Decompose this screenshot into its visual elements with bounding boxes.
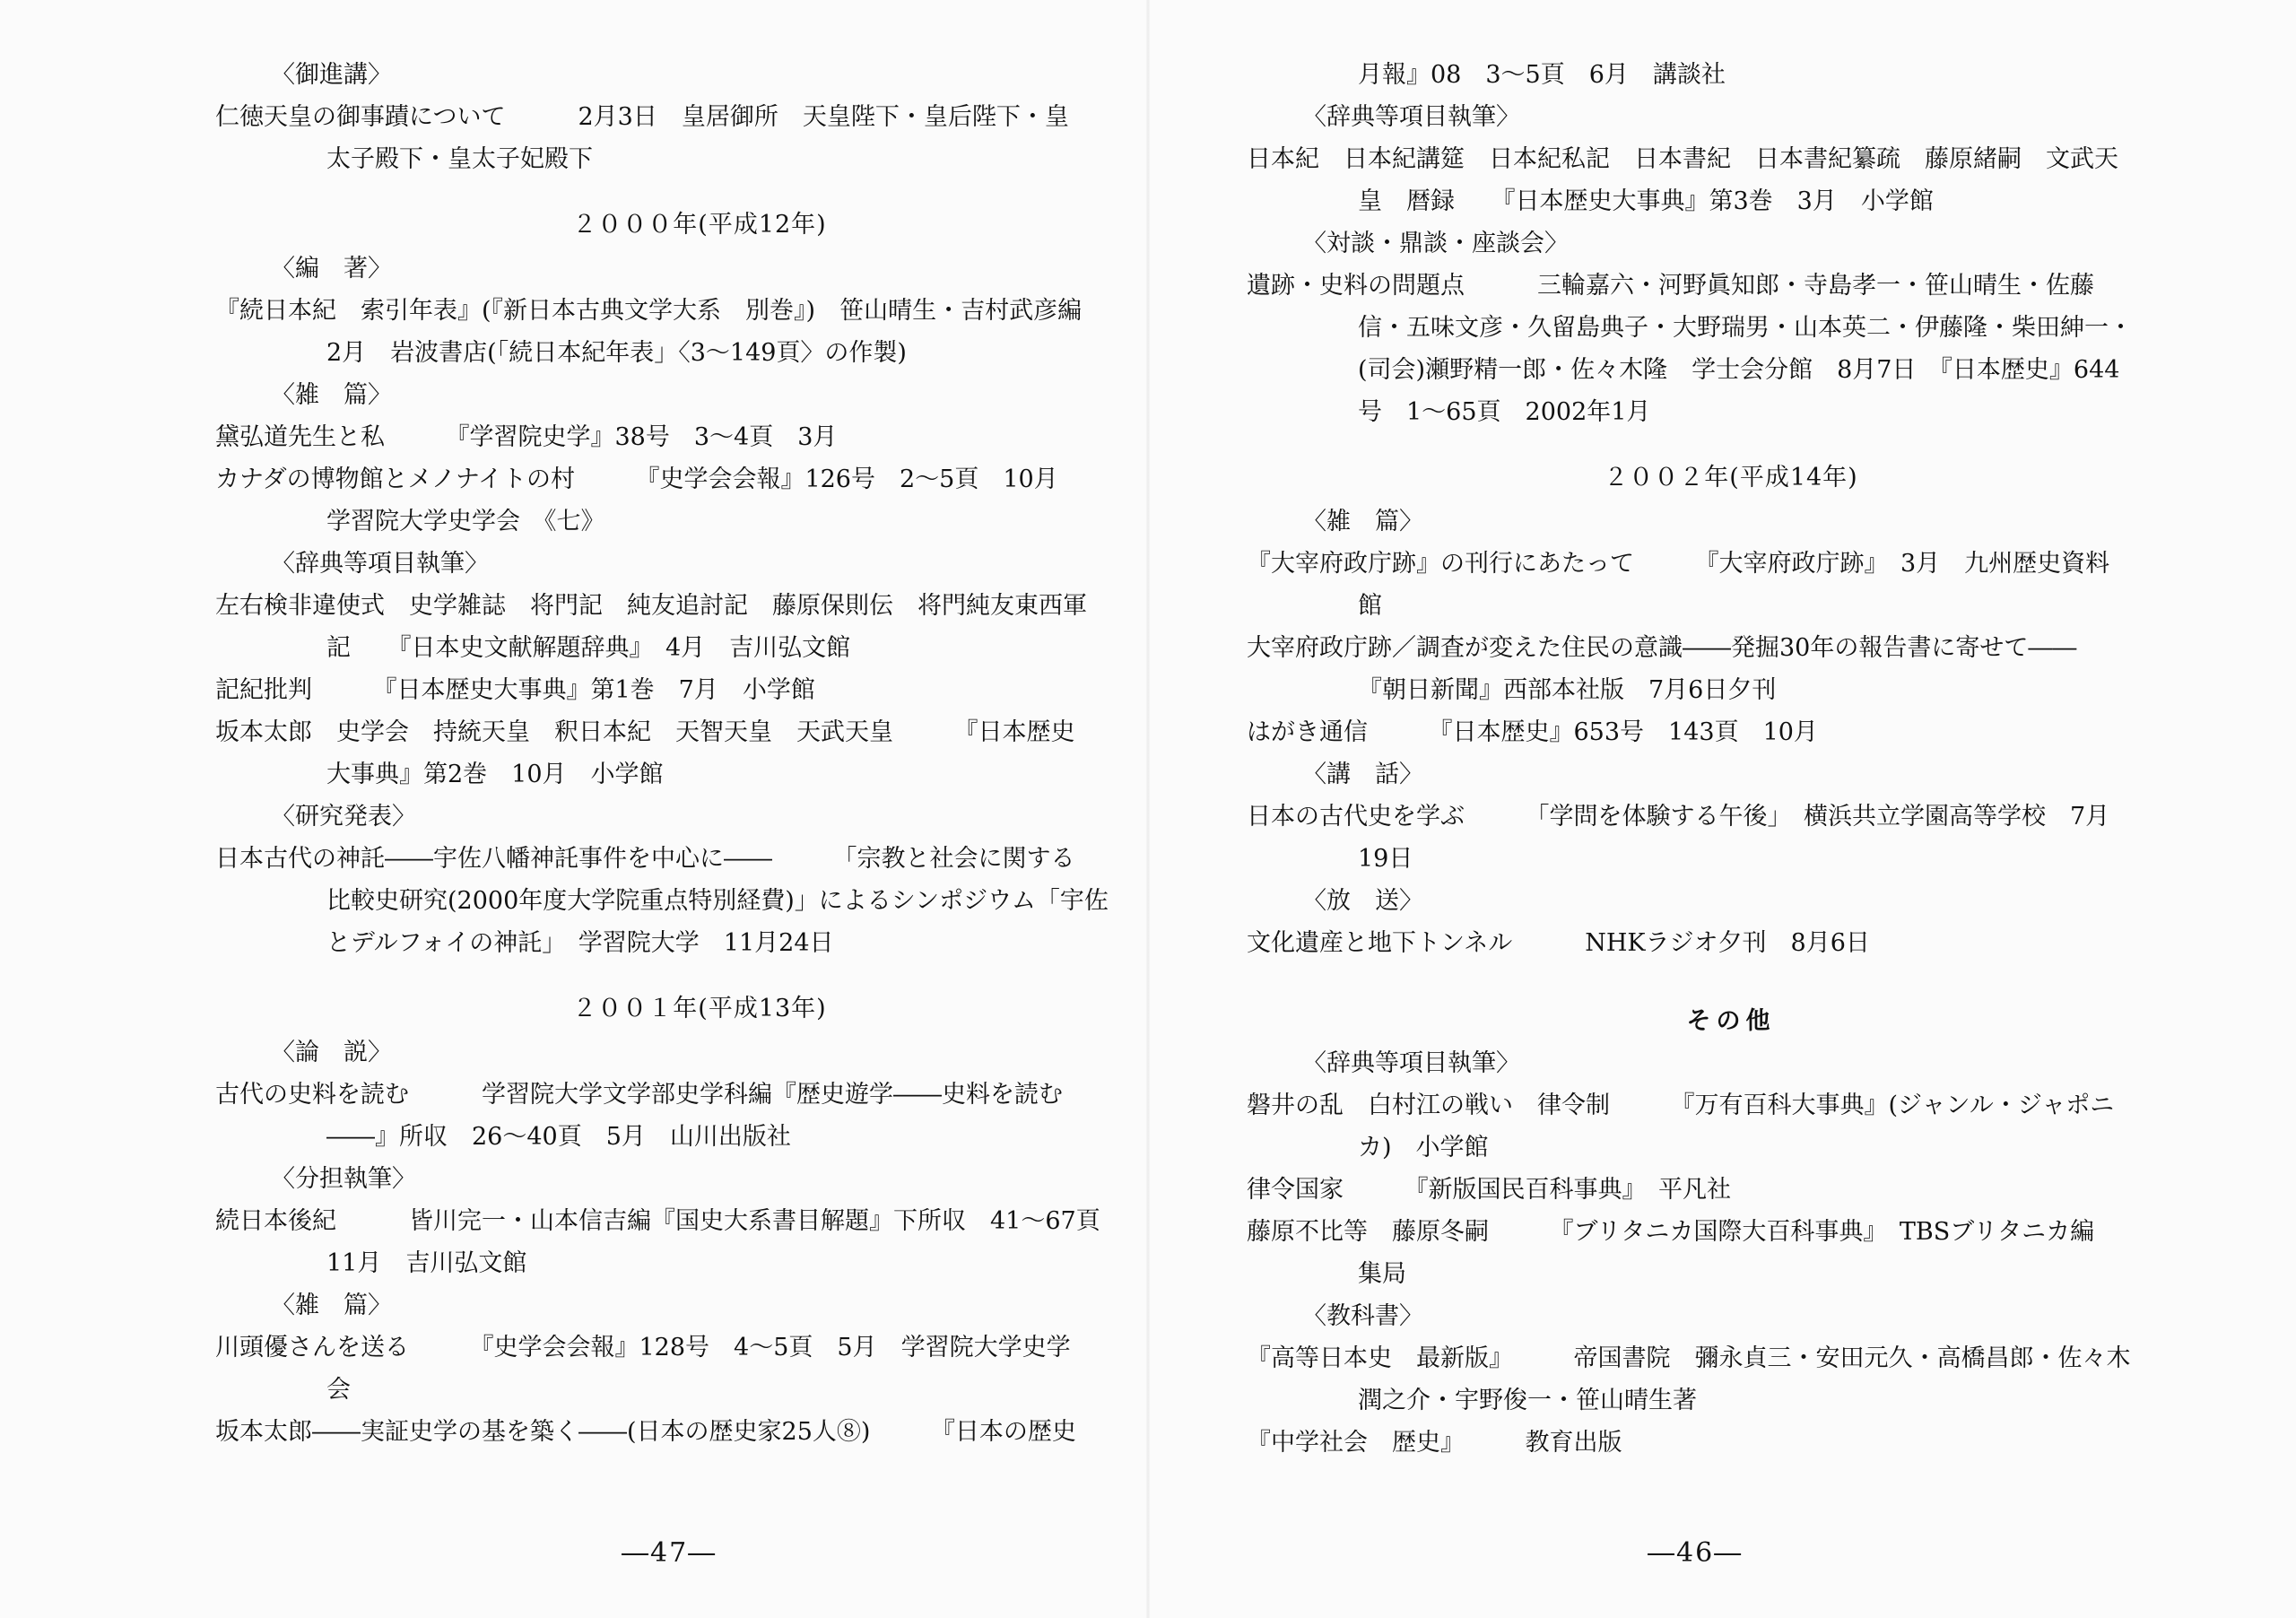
entry-line: 『朝日新聞』西部本社版 7月6日夕刊 xyxy=(1358,676,1777,704)
category-heading: 〈辞典等項目執筆〉 xyxy=(1302,103,1520,131)
entry-line: 潤之介・宇野俊一・笹山晴生著 xyxy=(1358,1387,1697,1414)
category-heading: 〈放 送〉 xyxy=(1302,887,1423,915)
entry-line: 黛弘道先生と私 『学習院史学』38号 3～4頁 3月 xyxy=(215,423,838,451)
entry-line: 坂本太郎――実証史学の基を築く――(日本の歴史家25人⑧) 『日本の歴史 xyxy=(215,1418,1076,1446)
category-heading: 〈教科書〉 xyxy=(1302,1302,1423,1330)
bibliography-entry xyxy=(215,838,1184,964)
left-page xyxy=(215,54,1184,1579)
bibliography-entry xyxy=(215,711,1184,796)
category-heading: 〈論 説〉 xyxy=(271,1039,392,1066)
bibliography-entry xyxy=(215,290,1184,374)
entry-line: 月報』08 3～5頁 6月 講談社 xyxy=(1358,61,1726,89)
entry-line: 『大宰府政庁跡』の刊行にあたって 『大宰府政庁跡』 3月 九州歴史資料 xyxy=(1247,550,2110,578)
entry-line: カ) 小学館 xyxy=(1358,1134,1489,1161)
category-heading: 〈雑 篇〉 xyxy=(1302,508,1423,535)
entry-line: 学習院大学史学会 《七》 xyxy=(326,508,605,535)
entry-line: 館 xyxy=(1358,592,1382,620)
entry-line: 続日本後紀 皆川完一・山本信吉編『国史大系書目解題』下所収 41～67頁 xyxy=(215,1207,1100,1235)
bibliography-entry xyxy=(1247,543,2215,627)
category-heading: 〈研究発表〉 xyxy=(271,803,416,831)
bibliography-entry xyxy=(215,1411,1184,1453)
entry-line: 日本の古代史を学ぶ 「学問を体験する午後」 横浜共立学園高等学校 7月 xyxy=(1247,803,2110,831)
bibliography-entry xyxy=(1247,1084,2215,1169)
category-heading: 〈対談・鼎談・座談会〉 xyxy=(1302,230,1569,257)
bibliography-entry xyxy=(1247,1169,2215,1211)
entry-line: 藤原不比等 藤原冬嗣 『ブリタニカ国際大百科事典』 TBSブリタニカ編 xyxy=(1247,1218,2095,1246)
bibliography-entry xyxy=(1247,138,2215,222)
bibliography-entry xyxy=(215,669,1184,711)
bibliography-entry xyxy=(215,96,1184,180)
entry-line: とデルフォイの神託」 学習院大学 11月24日 xyxy=(326,929,834,957)
entry-line: 遺跡・史料の問題点 三輪嘉六・河野眞知郎・寺島孝一・笹山晴生・佐藤 xyxy=(1247,272,2094,300)
bibliography-entry xyxy=(215,1074,1184,1158)
bibliography-entry xyxy=(1247,711,2215,753)
bibliography-entry xyxy=(1247,627,2215,711)
bibliography-entry xyxy=(215,416,1184,458)
entry-line: 号 1～65頁 2002年1月 xyxy=(1358,398,1651,426)
entry-line: ――』所収 26～40頁 5月 山川出版社 xyxy=(326,1123,791,1151)
entry-line: 記 『日本史文献解題辞典』 4月 吉川弘文館 xyxy=(326,634,851,662)
entry-line: 11月 吉川弘文館 xyxy=(326,1249,527,1277)
year-heading: ２０００年(平成12年) xyxy=(572,211,827,239)
entry-line: 記紀批判 『日本歴史大事典』第1巻 7月 小学館 xyxy=(215,676,815,704)
entry-line: 『中学社会 歴史』 教育出版 xyxy=(1247,1429,1622,1457)
entry-line: 左右検非違使式 史学雑誌 将門記 純友追討記 藤原保則伝 将門純友東西軍 xyxy=(215,592,1087,620)
entry-line: 比較史研究(2000年度大学院重点特別経費)」によるシンポジウム「宇佐 xyxy=(326,887,1109,915)
entry-line: 文化遺産と地下トンネル NHKラジオ夕刊 8月6日 xyxy=(1247,929,1870,957)
entry-line: 『高等日本史 最新版』 帝国書院 彌永貞三・安田元久・高橋昌郎・佐々木 xyxy=(1247,1344,2131,1372)
category-heading: 〈雑 篇〉 xyxy=(271,381,392,409)
bibliography-entry xyxy=(1247,1422,2215,1464)
section-heading-other: その他 xyxy=(1686,1007,1776,1035)
bibliography-entry xyxy=(215,1200,1184,1284)
entry-line: 日本紀 日本紀講筵 日本紀私記 日本書紀 日本書紀纂疏 藤原緒嗣 文武天 xyxy=(1247,145,2118,173)
entry-line: 集局 xyxy=(1358,1260,1406,1288)
year-heading: ２００１年(平成13年) xyxy=(572,995,827,1022)
entry-line: 皇 暦録 『日本歴史大事典』第3巻 3月 小学館 xyxy=(1358,187,1934,215)
entry-line: (司会)瀬野精一郎・佐々木隆 学士会分館 8月7日 『日本歴史』644 xyxy=(1358,356,2120,384)
bibliography-entry xyxy=(215,1327,1184,1411)
entry-line: 仁徳天皇の御事蹟について 2月3日 皇居御所 天皇陛下・皇后陛下・皇 xyxy=(215,103,1069,131)
entry-line: 大宰府政庁跡／調査が変えた住民の意識――発掘30年の報告書に寄せて―― xyxy=(1247,634,2077,662)
entry-line: 古代の史料を読む 学習院大学文学部史学科編『歴史遊学――史料を読む xyxy=(215,1081,1063,1109)
entry-line: 信・五味文彦・久留島典子・大野瑞男・山本英二・伊藤隆・柴田紳一・ xyxy=(1358,314,2133,342)
category-heading: 〈雑 篇〉 xyxy=(271,1292,392,1319)
entry-line: 19日 xyxy=(1358,845,1413,873)
category-heading: 〈分担執筆〉 xyxy=(271,1165,416,1193)
entry-line: 川頭優さんを送る 『史学会会報』128号 4～5頁 5月 学習院大学史学 xyxy=(215,1334,1071,1361)
bibliography-entry xyxy=(1247,796,2215,880)
bibliography-entry xyxy=(1247,922,2215,964)
right-page xyxy=(1247,54,2215,1579)
entry-line: 大事典』第2巻 10月 小学館 xyxy=(326,761,664,788)
entry-line: はがき通信 『日本歴史』653号 143頁 10月 xyxy=(1247,718,1818,746)
bibliography-entry xyxy=(1247,1211,2215,1295)
entry-line: 坂本太郎 史学会 持統天皇 釈日本紀 天智天皇 天武天皇 『日本歴史 xyxy=(215,718,1075,746)
entry-line: カナダの博物館とメノナイトの村 『史学会会報』126号 2～5頁 10月 xyxy=(215,465,1058,493)
entry-line: 磐井の乱 白村江の戦い 律令制 『万有百科大事典』(ジャンル・ジャポニ xyxy=(1247,1092,2115,1119)
bibliography-entry xyxy=(215,585,1184,669)
entry-line: 日本古代の神託――宇佐八幡神託事件を中心に―― 「宗教と社会に関する xyxy=(215,845,1075,873)
entry-line: 2月 岩波書店(「続日本紀年表」〈3～149頁〉の作製) xyxy=(326,339,907,367)
category-heading: 〈講 話〉 xyxy=(1302,761,1423,788)
bibliography-entry xyxy=(1247,265,2215,433)
entry-line: 律令国家 『新版国民百科事典』 平凡社 xyxy=(1247,1176,1731,1204)
entry-line: 『続日本紀 索引年表』(『新日本古典文学大系 別巻』) 笹山晴生・吉村武彦編 xyxy=(215,297,1083,325)
page-number: ―47― xyxy=(622,1537,718,1569)
entry-line: 会 xyxy=(326,1376,351,1404)
bibliography-entry xyxy=(215,458,1184,543)
category-heading: 〈辞典等項目執筆〉 xyxy=(1302,1049,1520,1077)
entry-line: 太子殿下・皇太子妃殿下 xyxy=(326,145,593,173)
category-heading: 〈御進講〉 xyxy=(271,61,392,89)
category-heading: 〈辞典等項目執筆〉 xyxy=(271,550,489,578)
page-number: ―46― xyxy=(1648,1537,1744,1569)
category-heading: 〈編 著〉 xyxy=(271,255,392,283)
year-heading: ２００２年(平成14年) xyxy=(1604,464,1858,491)
bibliography-entry xyxy=(1247,1337,2215,1422)
